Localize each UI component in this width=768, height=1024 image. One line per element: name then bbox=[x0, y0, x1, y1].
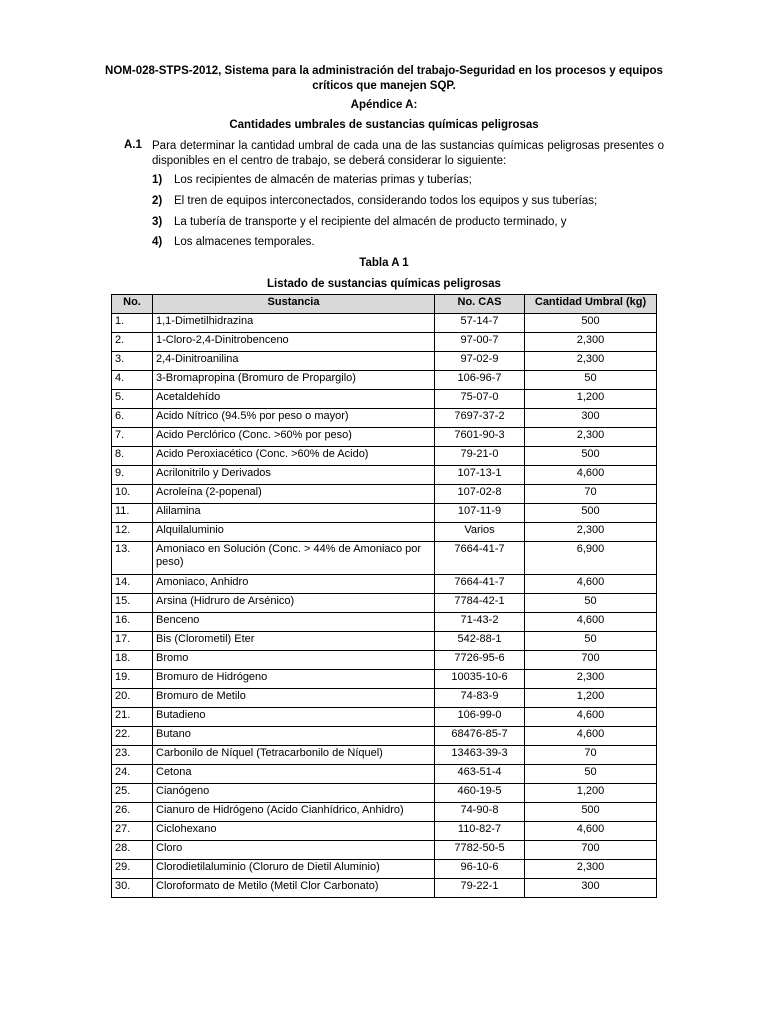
cell-substance: Alilamina bbox=[153, 504, 435, 523]
cell-no: 24. bbox=[112, 765, 153, 784]
cell-cas: 107-11-9 bbox=[435, 504, 525, 523]
cell-threshold: 70 bbox=[525, 485, 657, 504]
cell-substance: Butadieno bbox=[153, 708, 435, 727]
cell-cas: 97-02-9 bbox=[435, 352, 525, 371]
cell-cas: Varios bbox=[435, 523, 525, 542]
cell-cas: 74-83-9 bbox=[435, 689, 525, 708]
table-row bbox=[112, 784, 657, 803]
cell-no: 15. bbox=[112, 594, 153, 613]
table-row bbox=[112, 371, 657, 390]
cell-no: 1. bbox=[112, 314, 153, 333]
table-row bbox=[112, 594, 657, 613]
table-caption: Tabla A 1 bbox=[359, 257, 409, 269]
cell-substance: 1,1-Dimetilhidrazina bbox=[153, 314, 435, 333]
cell-no: 21. bbox=[112, 708, 153, 727]
cell-cas: 96-10-6 bbox=[435, 860, 525, 879]
cell-cas: 463-51-4 bbox=[435, 765, 525, 784]
list-item-number: 2) bbox=[152, 195, 163, 207]
cell-cas: 106-96-7 bbox=[435, 371, 525, 390]
cell-substance: 1-Cloro-2,4-Dinitrobenceno bbox=[153, 333, 435, 352]
table-row bbox=[112, 504, 657, 523]
table-title: Listado de sustancias químicas peligrosas bbox=[267, 278, 501, 290]
list-item bbox=[152, 194, 597, 209]
cell-no: 7. bbox=[112, 428, 153, 447]
cell-no: 19. bbox=[112, 670, 153, 689]
cell-substance: Acetaldehído bbox=[153, 390, 435, 409]
table-row bbox=[112, 352, 657, 371]
cell-threshold: 2,300 bbox=[525, 523, 657, 542]
cell-no: 25. bbox=[112, 784, 153, 803]
cell-no: 16. bbox=[112, 613, 153, 632]
table-row bbox=[112, 575, 657, 594]
cell-no: 11. bbox=[112, 504, 153, 523]
cell-cas: 542-88-1 bbox=[435, 632, 525, 651]
cell-cas: 7726-95-6 bbox=[435, 651, 525, 670]
cell-cas: 79-22-1 bbox=[435, 879, 525, 898]
cell-threshold: 700 bbox=[525, 651, 657, 670]
cell-threshold: 2,300 bbox=[525, 333, 657, 352]
cell-substance: Acido Perclórico (Conc. >60% por peso) bbox=[153, 428, 435, 447]
cell-no: 6. bbox=[112, 409, 153, 428]
table-row bbox=[112, 613, 657, 632]
cell-threshold: 500 bbox=[525, 314, 657, 333]
table-row bbox=[112, 651, 657, 670]
cell-threshold: 1,200 bbox=[525, 390, 657, 409]
cell-threshold: 50 bbox=[525, 371, 657, 390]
cell-cas: 7601-90-3 bbox=[435, 428, 525, 447]
cell-threshold: 500 bbox=[525, 803, 657, 822]
cell-substance: Bromuro de Hidrógeno bbox=[153, 670, 435, 689]
cell-no: 12. bbox=[112, 523, 153, 542]
cell-substance: Amoniaco en Solución (Conc. > 44% de Amoniaco por peso) bbox=[153, 542, 435, 575]
cell-cas: 107-02-8 bbox=[435, 485, 525, 504]
list-item-number: 1) bbox=[152, 174, 163, 186]
cell-no: 9. bbox=[112, 466, 153, 485]
table-row bbox=[112, 466, 657, 485]
cell-threshold: 1,200 bbox=[525, 689, 657, 708]
cell-threshold: 500 bbox=[525, 504, 657, 523]
table-row bbox=[112, 632, 657, 651]
table-row bbox=[112, 803, 657, 822]
cell-substance: Amoniaco, Anhidro bbox=[153, 575, 435, 594]
table-row bbox=[112, 860, 657, 879]
table-row bbox=[112, 447, 657, 466]
cell-threshold: 2,300 bbox=[525, 352, 657, 371]
cell-cas: 74-90-8 bbox=[435, 803, 525, 822]
cell-substance: Cetona bbox=[153, 765, 435, 784]
cell-cas: 110-82-7 bbox=[435, 822, 525, 841]
table-row bbox=[112, 765, 657, 784]
table-row bbox=[112, 428, 657, 447]
list-item-text: La tubería de transporte y el recipiente del almacén de producto terminado, y bbox=[174, 216, 567, 228]
cell-substance: Acroleína (2-popenal) bbox=[153, 485, 435, 504]
substances-table bbox=[111, 294, 657, 898]
list-item-text: Los almacenes temporales. bbox=[174, 236, 315, 248]
header-no: No. bbox=[112, 295, 153, 314]
cell-substance: Carbonilo de Níquel (Tetracarbonilo de Níquel) bbox=[153, 746, 435, 765]
cell-cas: 13463-39-3 bbox=[435, 746, 525, 765]
cell-no: 10. bbox=[112, 485, 153, 504]
table-row bbox=[112, 314, 657, 333]
header-cas: No. CAS bbox=[435, 295, 525, 314]
cell-no: 13. bbox=[112, 542, 153, 575]
cell-substance: Acrilonitrilo y Derivados bbox=[153, 466, 435, 485]
cell-substance: Acido Peroxiacético (Conc. >60% de Acido) bbox=[153, 447, 435, 466]
table-row bbox=[112, 879, 657, 898]
cell-no: 29. bbox=[112, 860, 153, 879]
cell-cas: 75-07-0 bbox=[435, 390, 525, 409]
cell-cas: 97-00-7 bbox=[435, 333, 525, 352]
table-row bbox=[112, 727, 657, 746]
cell-no: 23. bbox=[112, 746, 153, 765]
cell-cas: 57-14-7 bbox=[435, 314, 525, 333]
section-text: Para determinar la cantidad umbral de cada una de las sustancias químicas peligrosas presentes o disponibles en el centro de trabajo, se deberá considerar lo siguiente: bbox=[152, 140, 664, 167]
cell-threshold: 6,900 bbox=[525, 542, 657, 575]
table-header-row bbox=[112, 295, 657, 314]
cell-no: 8. bbox=[112, 447, 153, 466]
cell-no: 30. bbox=[112, 879, 153, 898]
table-row bbox=[112, 841, 657, 860]
table-row bbox=[112, 409, 657, 428]
cell-cas: 460-19-5 bbox=[435, 784, 525, 803]
cell-substance: Bromo bbox=[153, 651, 435, 670]
cell-substance: Ciclohexano bbox=[153, 822, 435, 841]
cell-substance: Cloro bbox=[153, 841, 435, 860]
table-row bbox=[112, 746, 657, 765]
cell-threshold: 500 bbox=[525, 447, 657, 466]
table-row bbox=[112, 485, 657, 504]
cell-threshold: 4,600 bbox=[525, 613, 657, 632]
cell-substance: Bromuro de Metilo bbox=[153, 689, 435, 708]
table-row bbox=[112, 333, 657, 352]
cell-cas: 7782-50-5 bbox=[435, 841, 525, 860]
appendix-subtitle: Cantidades umbrales de sustancias químicas peligrosas bbox=[229, 119, 539, 131]
cell-threshold: 1,200 bbox=[525, 784, 657, 803]
header-substance: Sustancia bbox=[153, 295, 435, 314]
cell-no: 27. bbox=[112, 822, 153, 841]
cell-cas: 106-99-0 bbox=[435, 708, 525, 727]
cell-substance: Acido Nítrico (94.5% por peso o mayor) bbox=[153, 409, 435, 428]
list-item-number: 3) bbox=[152, 216, 163, 228]
list-item-text: Los recipientes de almacén de materias primas y tuberías; bbox=[174, 174, 472, 186]
cell-substance: 3-Bromapropina (Bromuro de Propargilo) bbox=[153, 371, 435, 390]
cell-threshold: 300 bbox=[525, 879, 657, 898]
cell-no: 18. bbox=[112, 651, 153, 670]
cell-cas: 7784-42-1 bbox=[435, 594, 525, 613]
cell-threshold: 2,300 bbox=[525, 670, 657, 689]
cell-no: 22. bbox=[112, 727, 153, 746]
cell-cas: 71-43-2 bbox=[435, 613, 525, 632]
table-row bbox=[112, 670, 657, 689]
cell-substance: Cianuro de Hidrógeno (Acido Cianhídrico, Anhidro) bbox=[153, 803, 435, 822]
cell-threshold: 700 bbox=[525, 841, 657, 860]
cell-no: 3. bbox=[112, 352, 153, 371]
list-item bbox=[152, 215, 567, 230]
table-row bbox=[112, 708, 657, 727]
cell-substance: Arsina (Hidruro de Arsénico) bbox=[153, 594, 435, 613]
table-row bbox=[112, 689, 657, 708]
cell-substance: Cloroformato de Metilo (Metil Clor Carbonato) bbox=[153, 879, 435, 898]
table-row bbox=[112, 822, 657, 841]
cell-threshold: 4,600 bbox=[525, 466, 657, 485]
cell-substance: 2,4-Dinitroanilina bbox=[153, 352, 435, 371]
cell-no: 14. bbox=[112, 575, 153, 594]
cell-threshold: 4,600 bbox=[525, 708, 657, 727]
cell-substance: Bis (Clorometil) Eter bbox=[153, 632, 435, 651]
cell-cas: 7697-37-2 bbox=[435, 409, 525, 428]
cell-no: 26. bbox=[112, 803, 153, 822]
cell-substance: Benceno bbox=[153, 613, 435, 632]
cell-no: 5. bbox=[112, 390, 153, 409]
cell-cas: 7664-41-7 bbox=[435, 575, 525, 594]
cell-substance: Cianógeno bbox=[153, 784, 435, 803]
table-row bbox=[112, 542, 657, 575]
cell-cas: 107-13-1 bbox=[435, 466, 525, 485]
table-row bbox=[112, 523, 657, 542]
cell-substance: Butano bbox=[153, 727, 435, 746]
cell-cas: 68476-85-7 bbox=[435, 727, 525, 746]
cell-cas: 7664-41-7 bbox=[435, 542, 525, 575]
section-number: A.1 bbox=[124, 139, 142, 151]
cell-threshold: 4,600 bbox=[525, 727, 657, 746]
list-item-text: El tren de equipos interconectados, considerando todos los equipos y sus tuberías; bbox=[174, 195, 598, 207]
cell-threshold: 4,600 bbox=[525, 575, 657, 594]
header-threshold: Cantidad Umbral (kg) bbox=[525, 295, 657, 314]
cell-threshold: 50 bbox=[525, 594, 657, 613]
cell-threshold: 2,300 bbox=[525, 860, 657, 879]
cell-threshold: 50 bbox=[525, 765, 657, 784]
document-title: NOM-028-STPS-2012, Sistema para la administración del trabajo-Seguridad en los procesos y equipos críticos que manejen SQP. bbox=[105, 65, 663, 92]
cell-threshold: 70 bbox=[525, 746, 657, 765]
list-item bbox=[152, 235, 315, 250]
list-item bbox=[152, 173, 472, 188]
cell-threshold: 4,600 bbox=[525, 822, 657, 841]
cell-threshold: 50 bbox=[525, 632, 657, 651]
cell-threshold: 300 bbox=[525, 409, 657, 428]
cell-no: 2. bbox=[112, 333, 153, 352]
cell-substance: Clorodietilaluminio (Cloruro de Dietil Aluminio) bbox=[153, 860, 435, 879]
cell-no: 20. bbox=[112, 689, 153, 708]
table-row bbox=[112, 390, 657, 409]
cell-substance: Alquilaluminio bbox=[153, 523, 435, 542]
list-item-number: 4) bbox=[152, 236, 163, 248]
cell-cas: 10035-10-6 bbox=[435, 670, 525, 689]
appendix-heading: Apéndice A: bbox=[350, 99, 418, 111]
cell-no: 17. bbox=[112, 632, 153, 651]
cell-threshold: 2,300 bbox=[525, 428, 657, 447]
cell-no: 4. bbox=[112, 371, 153, 390]
cell-no: 28. bbox=[112, 841, 153, 860]
cell-cas: 79-21-0 bbox=[435, 447, 525, 466]
